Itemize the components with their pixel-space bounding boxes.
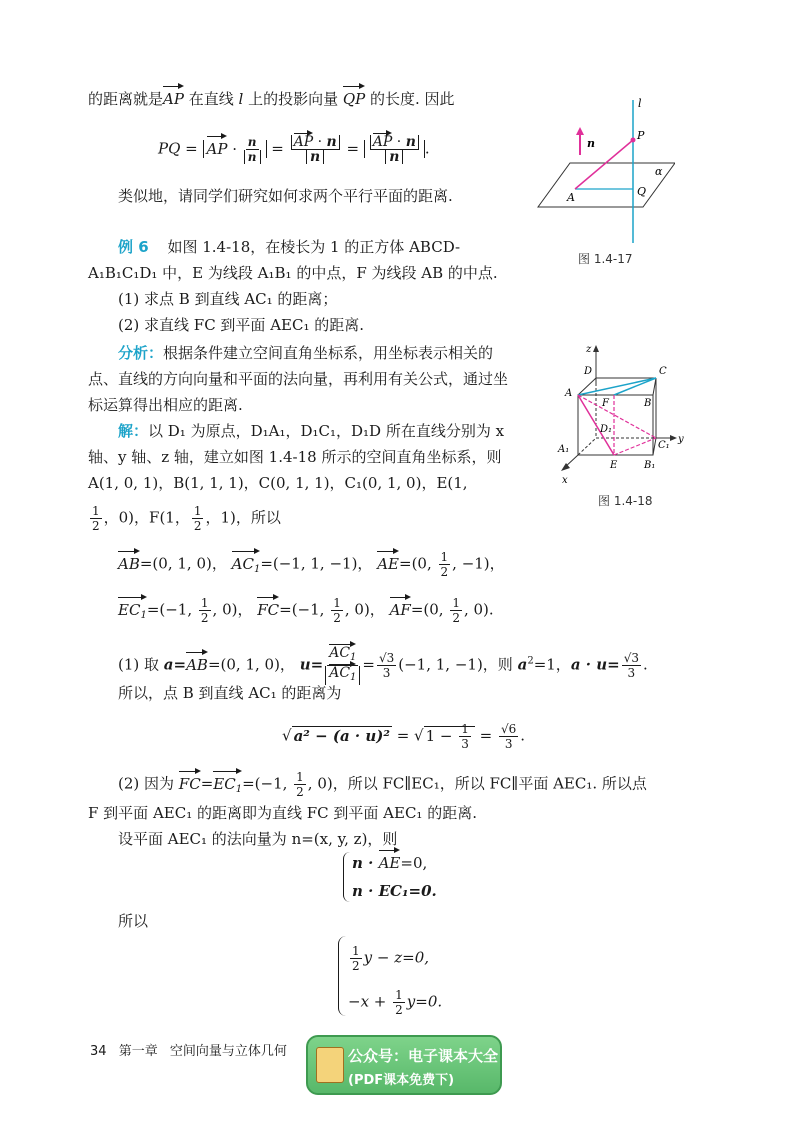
num: AP · n	[370, 135, 419, 150]
num: 1	[296, 770, 304, 784]
example-line-1	[118, 236, 460, 258]
fraction-half	[450, 596, 462, 625]
system-brace-1	[343, 852, 350, 902]
den: 2	[333, 611, 341, 625]
solution-line-3: A(1, 0, 1)，B(1, 1, 1)，C(0, 1, 1)，C₁(0, 1, 0)，E(1,	[88, 474, 468, 492]
den: 3	[461, 737, 469, 751]
axis-z-arrow	[593, 345, 599, 352]
value: , 0)，	[212, 600, 253, 619]
axis-y-arrow	[670, 435, 677, 441]
label-l: l	[638, 97, 642, 110]
figure-1-4-17	[535, 95, 675, 255]
vector-ap: AP	[372, 134, 393, 150]
abs-term-3	[364, 134, 425, 165]
num: √3	[378, 651, 395, 665]
text: 根据条件建立空间直角坐标系，用坐标表示相关的	[163, 344, 494, 362]
label-d1: D₁	[600, 424, 613, 435]
vector-ab: AB	[186, 655, 208, 674]
den: 2	[296, 785, 304, 799]
value: =(0,	[399, 554, 437, 573]
question-2: (2) 求直线 FC 到平面 AEC₁ 的距离.	[118, 316, 365, 334]
label-p: P	[637, 129, 645, 142]
label-alpha: α	[655, 165, 663, 178]
num: 1	[352, 944, 360, 958]
question-1: (1) 求点 B 到直线 AC₁ 的距离；	[118, 290, 338, 308]
den: 2	[352, 959, 360, 973]
text: (1) 取	[118, 655, 164, 674]
value: =(−1,	[146, 600, 197, 619]
den: 2	[452, 611, 460, 625]
fraction-third	[459, 722, 471, 751]
num: 1	[440, 550, 449, 564]
fraction-unit	[325, 646, 360, 685]
value: , 0).	[463, 600, 494, 619]
segment-ac	[578, 378, 656, 395]
label-c: C	[659, 366, 667, 377]
value: =(0,	[410, 600, 449, 619]
fraction-half	[192, 504, 204, 533]
solution-line-4	[88, 504, 281, 533]
example-line-2: A₁B₁C₁D₁ 中，E 为线段 A₁B₁ 的中点，F 为线段 AB 的中点.	[88, 264, 498, 282]
den: 3	[504, 737, 513, 751]
label-x: x	[562, 475, 568, 486]
book-icon	[316, 1047, 344, 1083]
period: .	[642, 655, 648, 674]
cube-front-face	[578, 395, 653, 455]
label-n: n	[587, 137, 595, 150]
text: (2) 因为	[118, 774, 179, 793]
text: ，1)，所以	[205, 508, 281, 527]
vector-ap: AP	[206, 139, 228, 158]
text: ，0)，F(1，	[103, 508, 190, 527]
badge-line-2: (PDF课本免费下)	[348, 1073, 455, 1088]
example-label: 例 6	[118, 238, 149, 256]
label-d: D	[584, 366, 593, 377]
label-a1: A₁	[558, 444, 570, 455]
fraction-half	[439, 550, 451, 579]
vector-fc: FC	[178, 774, 201, 793]
text-similar: 类似地，请同学们研究如何求两个平行平面的距离.	[118, 187, 453, 205]
analysis-line-3: 标运算得出相应的距离.	[88, 396, 243, 414]
a-eq: a=	[163, 655, 187, 674]
label-f: F	[602, 398, 609, 409]
num: 1	[452, 596, 460, 610]
abs-term-1: AP · $\frac{n}{n}$	[203, 140, 267, 158]
part1-line-2: 所以，点 B 到直线 AC₁ 的距离为	[118, 684, 342, 702]
vector-ap: AP	[293, 134, 314, 150]
num: 1	[193, 504, 202, 518]
value: =(−1, 1, −1)，	[260, 554, 373, 573]
value: (−1, 1, −1)，则	[398, 655, 518, 674]
caption-fig17: 图 1.4-17	[578, 252, 633, 266]
label-y: y	[678, 434, 684, 445]
text: =	[479, 726, 498, 745]
fraction-sqrt3	[377, 651, 396, 680]
den: 2	[440, 565, 449, 579]
text: 上的投影向量	[243, 90, 343, 108]
value: , −1)，	[452, 554, 505, 573]
segment-ap	[575, 140, 633, 189]
vector-af: AF	[389, 600, 411, 619]
part2-line-1: (2) 因为 $FC=EC_1=(-1$, $\frac{1}{2}$ , 0)，所以 FC∥EC₁，所以 FC∥平面 AEC₁. 所以点	[118, 770, 647, 799]
fraction-sqrt3	[622, 651, 641, 680]
pq-lhs: PQ =	[158, 139, 198, 158]
analysis-line-2: 点、直线的方向向量和平面的法向量，再利用有关公式，通过坐	[88, 370, 509, 388]
den: n	[306, 150, 324, 164]
segment-ec1	[614, 438, 656, 455]
label-z: z	[586, 344, 592, 355]
label-a: A	[565, 388, 573, 399]
point-p	[631, 138, 636, 143]
num: √6	[501, 722, 517, 736]
fraction	[370, 135, 419, 164]
num: 1	[92, 504, 100, 518]
period: .	[424, 139, 430, 158]
value: , 0)，	[344, 600, 385, 619]
num: 1	[461, 722, 469, 736]
den: 3	[627, 666, 636, 680]
page-number: 34	[90, 1044, 107, 1059]
value: =1，	[533, 655, 571, 674]
den: 2	[92, 519, 100, 533]
vector-n-arrowhead	[576, 127, 584, 135]
vectors-line-2	[118, 596, 494, 627]
num: n	[247, 135, 257, 149]
system2-eq2	[348, 988, 442, 1017]
vector-ae: AE	[377, 554, 400, 573]
label-b1: B₁	[644, 460, 656, 471]
vector-ac1: $AC_1$	[329, 665, 357, 683]
vector-ec1: $EC_1$	[118, 599, 147, 627]
vectors-line-1	[118, 550, 505, 581]
value: =(−1,	[279, 600, 330, 619]
page-footer	[90, 1040, 287, 1059]
period: .	[520, 726, 526, 745]
text: 的长度. 因此	[365, 90, 455, 108]
num: 1	[395, 988, 403, 1002]
solution-label: 解：	[118, 422, 149, 440]
system1-eq2: n · EC₁=0.	[352, 882, 437, 900]
fraction-half	[393, 988, 405, 1017]
text-line-projection	[88, 88, 455, 110]
part1-line-1: (1) 取 a=AB=(0, 1, 0)， u= $\frac{AC_1}{AC_1}$ = $\frac{√3}{3}$ (−1, 1, −1)，则 $a^2=1$，a · u= $\frac{√3}{3}$ .	[118, 645, 648, 683]
chapter-title: 空间向量与立体几何	[169, 1044, 287, 1059]
vector-ae: AE	[378, 854, 401, 872]
value: =(0, 1, 0)，	[139, 554, 227, 573]
figure-1-4-18	[556, 340, 696, 490]
analysis-label: 分析：	[118, 344, 164, 362]
watermark-badge	[306, 1035, 502, 1095]
part2-line-2: F 到平面 AEC₁ 的距离即为直线 FC 到平面 AEC₁ 的距离.	[88, 804, 477, 822]
a-squared: a	[517, 655, 528, 674]
label-b: B	[644, 398, 652, 409]
text: 在直线	[183, 90, 239, 108]
fraction	[244, 135, 261, 164]
den: 2	[200, 611, 209, 625]
label-e: E	[610, 460, 618, 471]
vector-ac1: $AC_1$	[232, 553, 261, 581]
den: 2	[193, 519, 202, 533]
label-c1: C₁	[658, 440, 670, 451]
radicand	[424, 722, 475, 751]
text: , 0)，所以 FC∥EC₁，所以 FC∥平面 AEC₁. 所以点	[307, 774, 647, 793]
a-dot-u: a · u=	[570, 655, 620, 674]
vector-ab: AB	[118, 554, 140, 573]
value: =(0, 1, 0)，	[207, 655, 295, 674]
solution-line-1	[118, 420, 504, 442]
chapter-label: 第一章	[118, 1044, 158, 1059]
den: 2	[395, 1003, 403, 1017]
caption-fig18: 图 1.4-18	[598, 494, 653, 508]
num: 1	[333, 596, 341, 610]
text: 如图 1.4-18，在棱长为 1 的正方体 ABCD-	[167, 238, 461, 256]
badge-line-1: 公众号：电子课本大全	[348, 1047, 499, 1065]
system-brace-2	[338, 936, 346, 1016]
text: =0,	[400, 854, 428, 872]
num: AP · n	[291, 135, 340, 150]
text: 以 D₁ 为原点，D₁A₁，D₁C₁，D₁D 所在直线分别为 x	[148, 422, 505, 440]
vector-qp: QP	[342, 90, 366, 108]
den: n	[385, 150, 403, 164]
den: n	[244, 150, 261, 164]
num: 1	[200, 596, 209, 610]
fraction-half	[350, 944, 362, 973]
system2-eq1	[348, 944, 429, 973]
formula-pq: PQ = AP · $\frac{n}{n}$ = $\frac{AP \cdot n}{n}$ = $\frac{AP \cdot n}{n}$ .	[158, 134, 430, 165]
u-eq: u=	[299, 655, 324, 674]
vector-ac1: $AC_1$	[329, 645, 357, 663]
solution-line-2: 轴、y 轴、z 轴，建立如图 1.4-18 所示的空间直角坐标系，则	[88, 448, 502, 466]
part2-line-3: 设平面 AEC₁ 的法向量为 n=(x, y, z)，则	[118, 830, 398, 848]
var-l: l	[238, 90, 244, 108]
text: y=0.	[406, 992, 443, 1011]
den: 3	[382, 666, 391, 680]
n: n	[326, 134, 337, 150]
part2-so: 所以	[118, 912, 149, 930]
vector-fc: FC	[257, 600, 280, 619]
text: 1 −	[425, 726, 458, 745]
vector-ap: AP	[163, 90, 184, 108]
value: =(−1,	[242, 774, 293, 793]
system1-eq1	[352, 852, 427, 874]
radicand: a² − (a · u)²	[293, 726, 390, 745]
label-a: A	[567, 191, 575, 204]
fraction-half	[294, 770, 306, 799]
fraction-half	[331, 596, 343, 625]
text: 的距离就是	[88, 90, 164, 108]
text: y − z=0,	[363, 948, 430, 967]
part1-distance: √ a² − (a · u)² = √ 1 − $\frac{1}{3}$ = $\frac{√6}{3}$ .	[282, 722, 526, 751]
fraction	[291, 135, 340, 164]
text: n ·	[352, 854, 379, 872]
analysis-line-1	[118, 342, 493, 364]
fraction-sqrt6	[499, 722, 518, 751]
fraction-half	[90, 504, 102, 533]
fraction-half	[199, 596, 211, 625]
vector-ec1: $EC_1$	[213, 773, 242, 801]
text: −x +	[348, 992, 392, 1011]
edge-a1d1	[578, 438, 596, 455]
label-q: Q	[637, 185, 647, 198]
n: n	[405, 134, 416, 150]
num: √3	[623, 651, 639, 665]
